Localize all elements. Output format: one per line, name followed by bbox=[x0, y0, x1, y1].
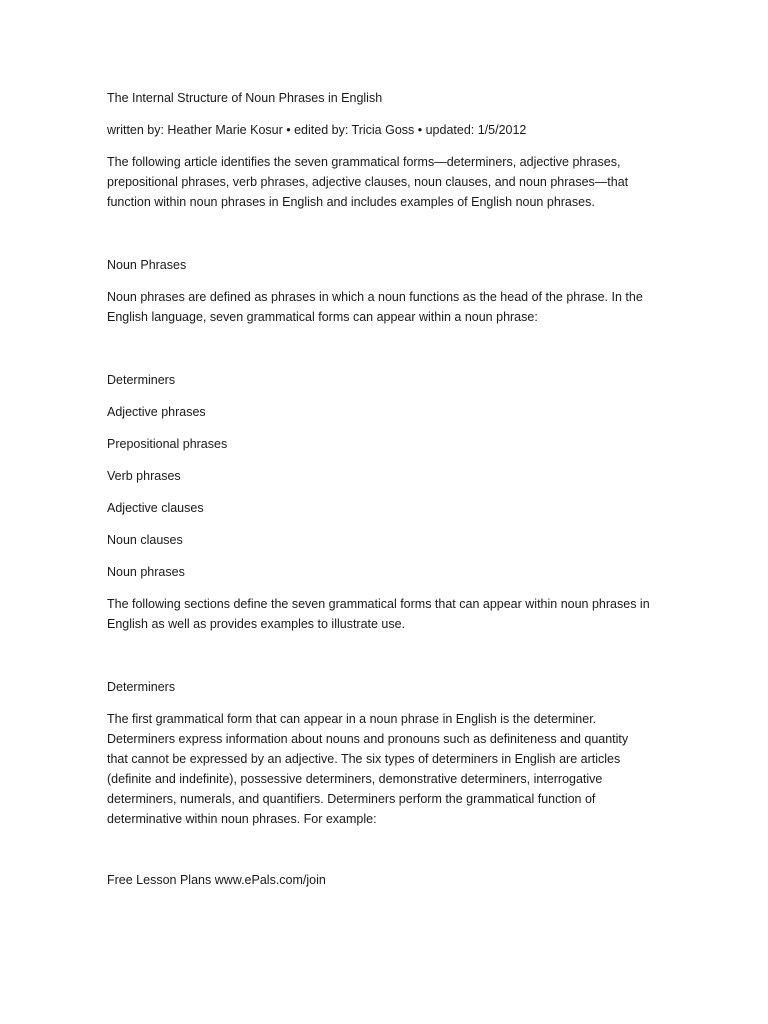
list-item: Adjective phrases bbox=[107, 405, 206, 419]
intro-line: The following article identifies the seven grammatical forms—determiners, adjective phrases, bbox=[107, 155, 621, 169]
list-item: Noun phrases bbox=[107, 565, 185, 579]
footer-lesson-plans-link[interactable]: Free Lesson Plans www.ePals.com/join bbox=[107, 873, 326, 887]
article-title: The Internal Structure of Noun Phrases in English bbox=[107, 91, 383, 105]
paragraph-line: The following sections define the seven grammatical forms that can appear within noun phrases in bbox=[107, 597, 650, 611]
paragraph-line: (definite and indefinite), possessive determiners, demonstrative determiners, interrogative bbox=[107, 772, 603, 786]
list-item: Adjective clauses bbox=[107, 501, 204, 515]
paragraph-line: English as well as provides examples to illustrate use. bbox=[107, 617, 406, 631]
paragraph-line: English language, seven grammatical forms can appear within a noun phrase: bbox=[107, 310, 538, 324]
list-item: Noun clauses bbox=[107, 533, 183, 547]
paragraph-line: Noun phrases are defined as phrases in which a noun functions as the head of the phrase. In the bbox=[107, 290, 643, 304]
article-byline: written by: Heather Marie Kosur • edited by: Tricia Goss • updated: 1/5/2012 bbox=[107, 123, 527, 137]
section-heading-determiners: Determiners bbox=[107, 680, 176, 694]
paragraph-line: determinative within noun phrases. For example: bbox=[107, 812, 377, 826]
intro-line: prepositional phrases, verb phrases, adjective clauses, noun clauses, and noun phrases—that bbox=[107, 175, 629, 189]
paragraph-line: that cannot be expressed by an adjective. The six types of determiners in English are articles bbox=[107, 752, 621, 766]
paragraph-line: determiners, numerals, and quantifiers. Determiners perform the grammatical function of bbox=[107, 792, 596, 806]
paragraph-line: Determiners express information about nouns and pronouns such as definiteness and quantity bbox=[107, 732, 629, 746]
list-item: Determiners bbox=[107, 373, 176, 387]
paragraph-line: The first grammatical form that can appear in a noun phrase in English is the determiner. bbox=[107, 712, 597, 726]
list-item: Prepositional phrases bbox=[107, 437, 228, 451]
intro-line: function within noun phrases in English and includes examples of English noun phrases. bbox=[107, 195, 595, 209]
section-heading-noun-phrases: Noun Phrases bbox=[107, 258, 187, 272]
list-item: Verb phrases bbox=[107, 469, 181, 483]
